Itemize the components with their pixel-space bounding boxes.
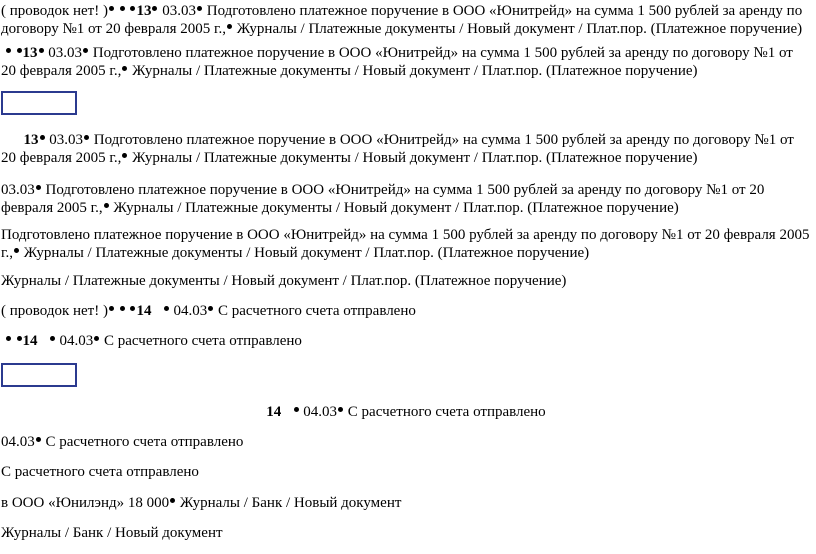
blank-box [1, 91, 77, 115]
entry-description: С расчетного счета отправлено [41, 434, 244, 450]
bullet-icon [130, 306, 135, 311]
bullet-icon [130, 6, 135, 11]
entry-path: Журналы / Платежные документы / Новый документ / Плат.пор. (Платежное поручение) [109, 200, 679, 216]
bullet-icon [338, 407, 343, 412]
bullet-icon [109, 6, 114, 11]
paragraph-7 [1, 302, 811, 320]
entry-path: Журналы / Банк / Новый документ [1, 525, 223, 541]
bullet-icon [50, 336, 55, 341]
entry-description: Подготовлено платежное поручение в ООО «Юнитрейд» на сумма 1 500 рублей за аренду по договору №1 от 20 февраля 2005 г., [1, 132, 794, 166]
entry-description: С расчетного счета отправлено [344, 404, 546, 420]
paragraph-3 [1, 131, 811, 167]
bullet-icon [14, 248, 19, 253]
bullet-icon [17, 336, 22, 341]
entry-number: 14 [22, 333, 38, 349]
bullet-icon [120, 306, 125, 311]
paragraph-5 [1, 226, 811, 262]
bullet-icon [104, 203, 109, 208]
entry-description: С расчетного счета отправлено [1, 464, 199, 480]
entry-number: 13 [22, 45, 38, 61]
entry-number: 13 [23, 132, 39, 148]
entry-description: Подготовлено платежное поручение в ООО «Юнитрейд» на сумма 1 500 рублей за аренду по договору №1 от 20 февраля 2005 г., [1, 45, 793, 79]
entry-description: Подготовлено платежное поручение в ООО «Юнитрейд» на сумма 1 500 рублей за аренду по договору №1 от 20 февраля 2005 г., [1, 3, 803, 37]
entry-date: 03.03 [45, 132, 83, 148]
bullet-icon [40, 135, 45, 140]
bullet-icon [109, 306, 114, 311]
paragraph-10 [1, 433, 811, 451]
no-entries-text: ( проводок нет! ) [1, 303, 108, 319]
bullet-icon [294, 407, 299, 412]
paragraph-6 [1, 272, 811, 290]
bullet-icon [120, 6, 125, 11]
paragraph-4 [1, 181, 811, 217]
bullet-icon [94, 336, 99, 341]
entry-description: С расчетного счета отправлено [100, 333, 302, 349]
paragraph-1 [1, 2, 811, 38]
bullet-icon [208, 306, 213, 311]
entry-date: 04.03 [169, 303, 208, 319]
entry-path: Журналы / Платежные документы / Новый документ / Плат.пор. (Платежное поручение) [128, 63, 698, 79]
entry-path: Журналы / Платежные документы / Новый документ / Плат.пор. (Платежное поручение) [19, 245, 590, 261]
entry-date: 04.03 [55, 333, 94, 349]
bullet-icon [197, 6, 202, 11]
entry-path: Журналы / Платежные документы / Новый документ / Плат.пор. (Платежное поручение) [1, 273, 567, 289]
paragraph-13 [1, 524, 811, 542]
bullet-icon [6, 48, 11, 53]
bullet-icon [170, 498, 175, 503]
entry-path: Журналы / Платежные документы / Новый документ / Плат.пор. (Платежное поручение) [232, 21, 803, 37]
entry-date: 04.03 [299, 404, 338, 420]
bullet-icon [164, 306, 169, 311]
bullet-icon [6, 336, 11, 341]
bullet-icon [17, 48, 22, 53]
bullet-icon [84, 135, 89, 140]
paragraph-12 [1, 494, 811, 512]
bullet-icon [36, 185, 41, 190]
entry-date: 03.03 [158, 3, 196, 19]
entry-number: 14 [136, 303, 152, 319]
entry-path: Журналы / Платежные документы / Новый документ / Плат.пор. (Платежное поручение) [128, 150, 698, 166]
bullet-icon [227, 24, 232, 29]
entry-description: С расчетного счета отправлено [214, 303, 416, 319]
entry-date: 04.03 [1, 434, 35, 450]
paragraph-2 [1, 44, 811, 80]
bullet-icon [152, 6, 157, 11]
entry-date: 03.03 [1, 182, 35, 198]
bullet-icon [122, 66, 127, 71]
blank-box [1, 363, 77, 387]
paragraph-8 [1, 332, 811, 350]
entry-date: 03.03 [44, 45, 82, 61]
entry-description: в ООО «Юнилэнд» 18 000 [1, 495, 170, 511]
paragraph-9 [1, 403, 811, 421]
paragraph-11 [1, 463, 811, 481]
entry-number: 13 [136, 3, 152, 19]
entry-description: Подготовлено платежное поручение в ООО «Юнитрейд» на сумма 1 500 рублей за аренду по договору №1 от 20 февраля 2005 г., [1, 182, 765, 216]
entry-path: Журналы / Банк / Новый документ [176, 495, 402, 511]
bullet-icon [39, 48, 44, 53]
entry-number: 14 [266, 404, 282, 420]
no-entries-text: ( проводок нет! ) [1, 3, 108, 19]
entry-description: Подготовлено платежное поручение в ООО «Юнитрейд» на сумма 1 500 рублей за аренду по договору №1 от 20 февраля 2005 г., [1, 227, 810, 261]
bullet-icon [122, 153, 127, 158]
bullet-icon [36, 437, 41, 442]
bullet-icon [83, 48, 88, 53]
